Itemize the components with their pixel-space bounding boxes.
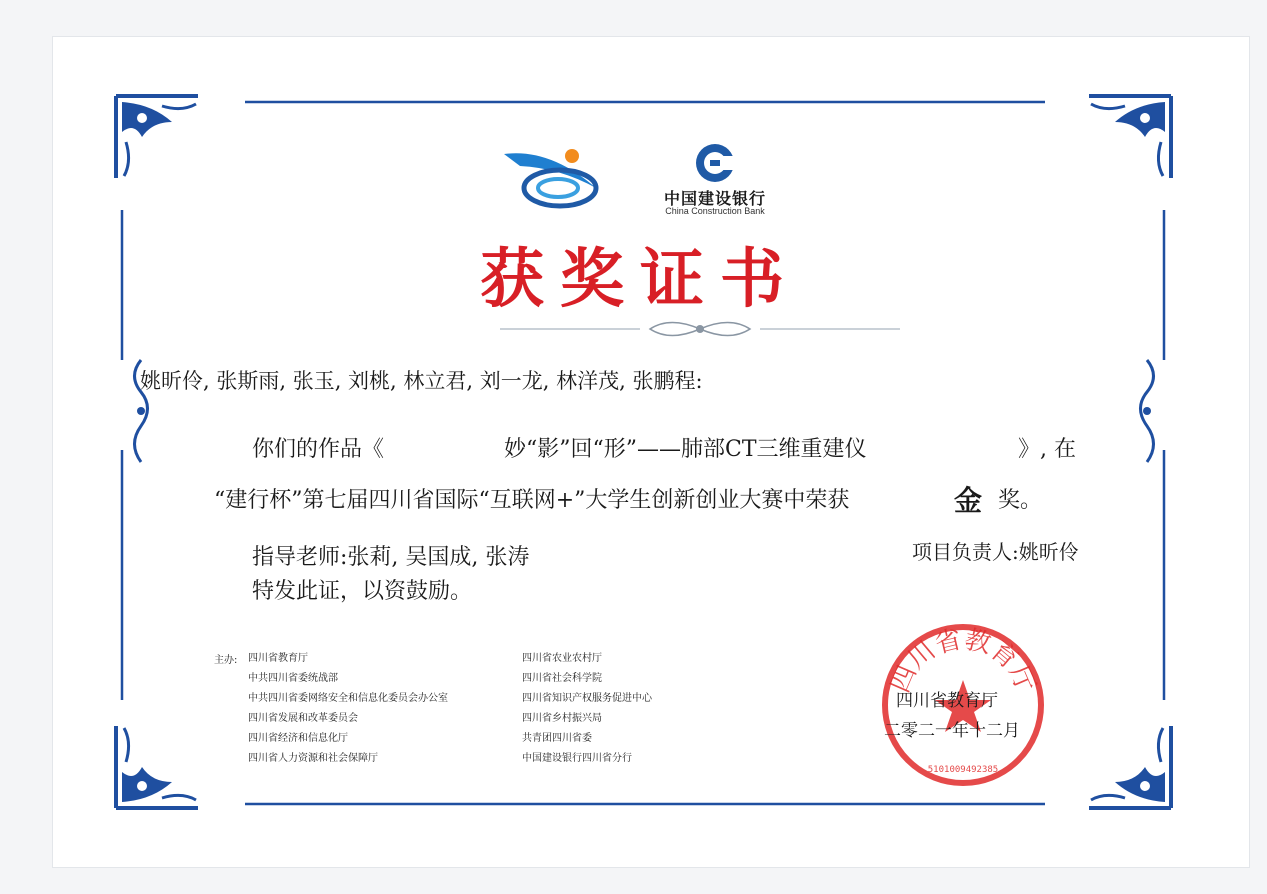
corner-ornament-bottom-right-icon — [1085, 722, 1175, 812]
organizer-item: 中共四川省委统战部 — [248, 673, 338, 684]
organizer-item: 中共四川省委网络安全和信息化委员会办公室 — [248, 693, 448, 704]
ccb-logo-icon — [692, 142, 738, 184]
organizer-item: 共青团四川省委 — [522, 733, 592, 744]
corner-ornament-bottom-left-icon — [112, 722, 202, 812]
internet-plus-logo-icon — [500, 148, 608, 212]
corner-ornament-top-left-icon — [112, 92, 202, 182]
work-title: 妙“影”回“形”——肺部CT三维重建仪 — [504, 437, 867, 462]
seal-code: 5101009492385 — [927, 765, 999, 775]
corner-ornament-top-right-icon — [1085, 92, 1175, 182]
side-ornament-right-icon — [1134, 356, 1160, 466]
title-divider-icon — [500, 316, 900, 342]
ccb-logo — [640, 140, 790, 220]
advisors: 指导老师:张莉, 吴国成, 张涛 — [252, 545, 530, 570]
recipients: 姚昕伶, 张斯雨, 张玉, 刘桃, 林立君, 刘一龙, 林洋茂, 张鹏程: — [140, 369, 703, 393]
organizer-item: 四川省乡村振兴局 — [522, 713, 602, 724]
organizer-item: 四川省经济和信息化厅 — [248, 733, 348, 744]
award-level: 金 — [954, 484, 983, 517]
organizer-item: 中国建设银行四川省分行 — [522, 753, 632, 764]
organizer-item: 四川省农业农村厅 — [522, 653, 602, 664]
issuer: 四川省教育厅 — [896, 691, 998, 711]
work-close: 》, 在 — [1018, 437, 1076, 462]
closing-statement: 特发此证，以资鼓励。 — [252, 579, 473, 604]
certificate-title: 获奖证书 — [480, 242, 800, 317]
seal-text: 四川省教育厅 — [885, 624, 1041, 698]
organizer-item: 四川省教育厅 — [248, 653, 308, 664]
issue-date: 二零二一年十二月 — [884, 721, 1020, 741]
project-leader: 项目负责人:姚昕伶 — [912, 540, 1079, 564]
ccb-name-en: China Construction Bank — [665, 206, 765, 216]
award-suffix: 奖。 — [998, 488, 1043, 513]
organizers-label: 主办: — [214, 655, 238, 666]
contest-line: “建行杯”第七届四川省国际“互联网+”大学生创新创业大赛中荣获 — [214, 488, 850, 513]
organizer-item: 四川省人力资源和社会保障厅 — [248, 753, 378, 764]
organizer-item: 四川省社会科学院 — [522, 673, 602, 684]
ccb-name-cn: 中国建设银行 — [663, 189, 766, 208]
organizers-left — [248, 649, 448, 769]
organizer-item: 四川省发展和改革委员会 — [248, 713, 358, 724]
work-intro: 你们的作品《 — [252, 437, 385, 462]
organizer-item: 四川省知识产权服务促进中心 — [522, 693, 652, 704]
organizers-right — [522, 649, 652, 769]
